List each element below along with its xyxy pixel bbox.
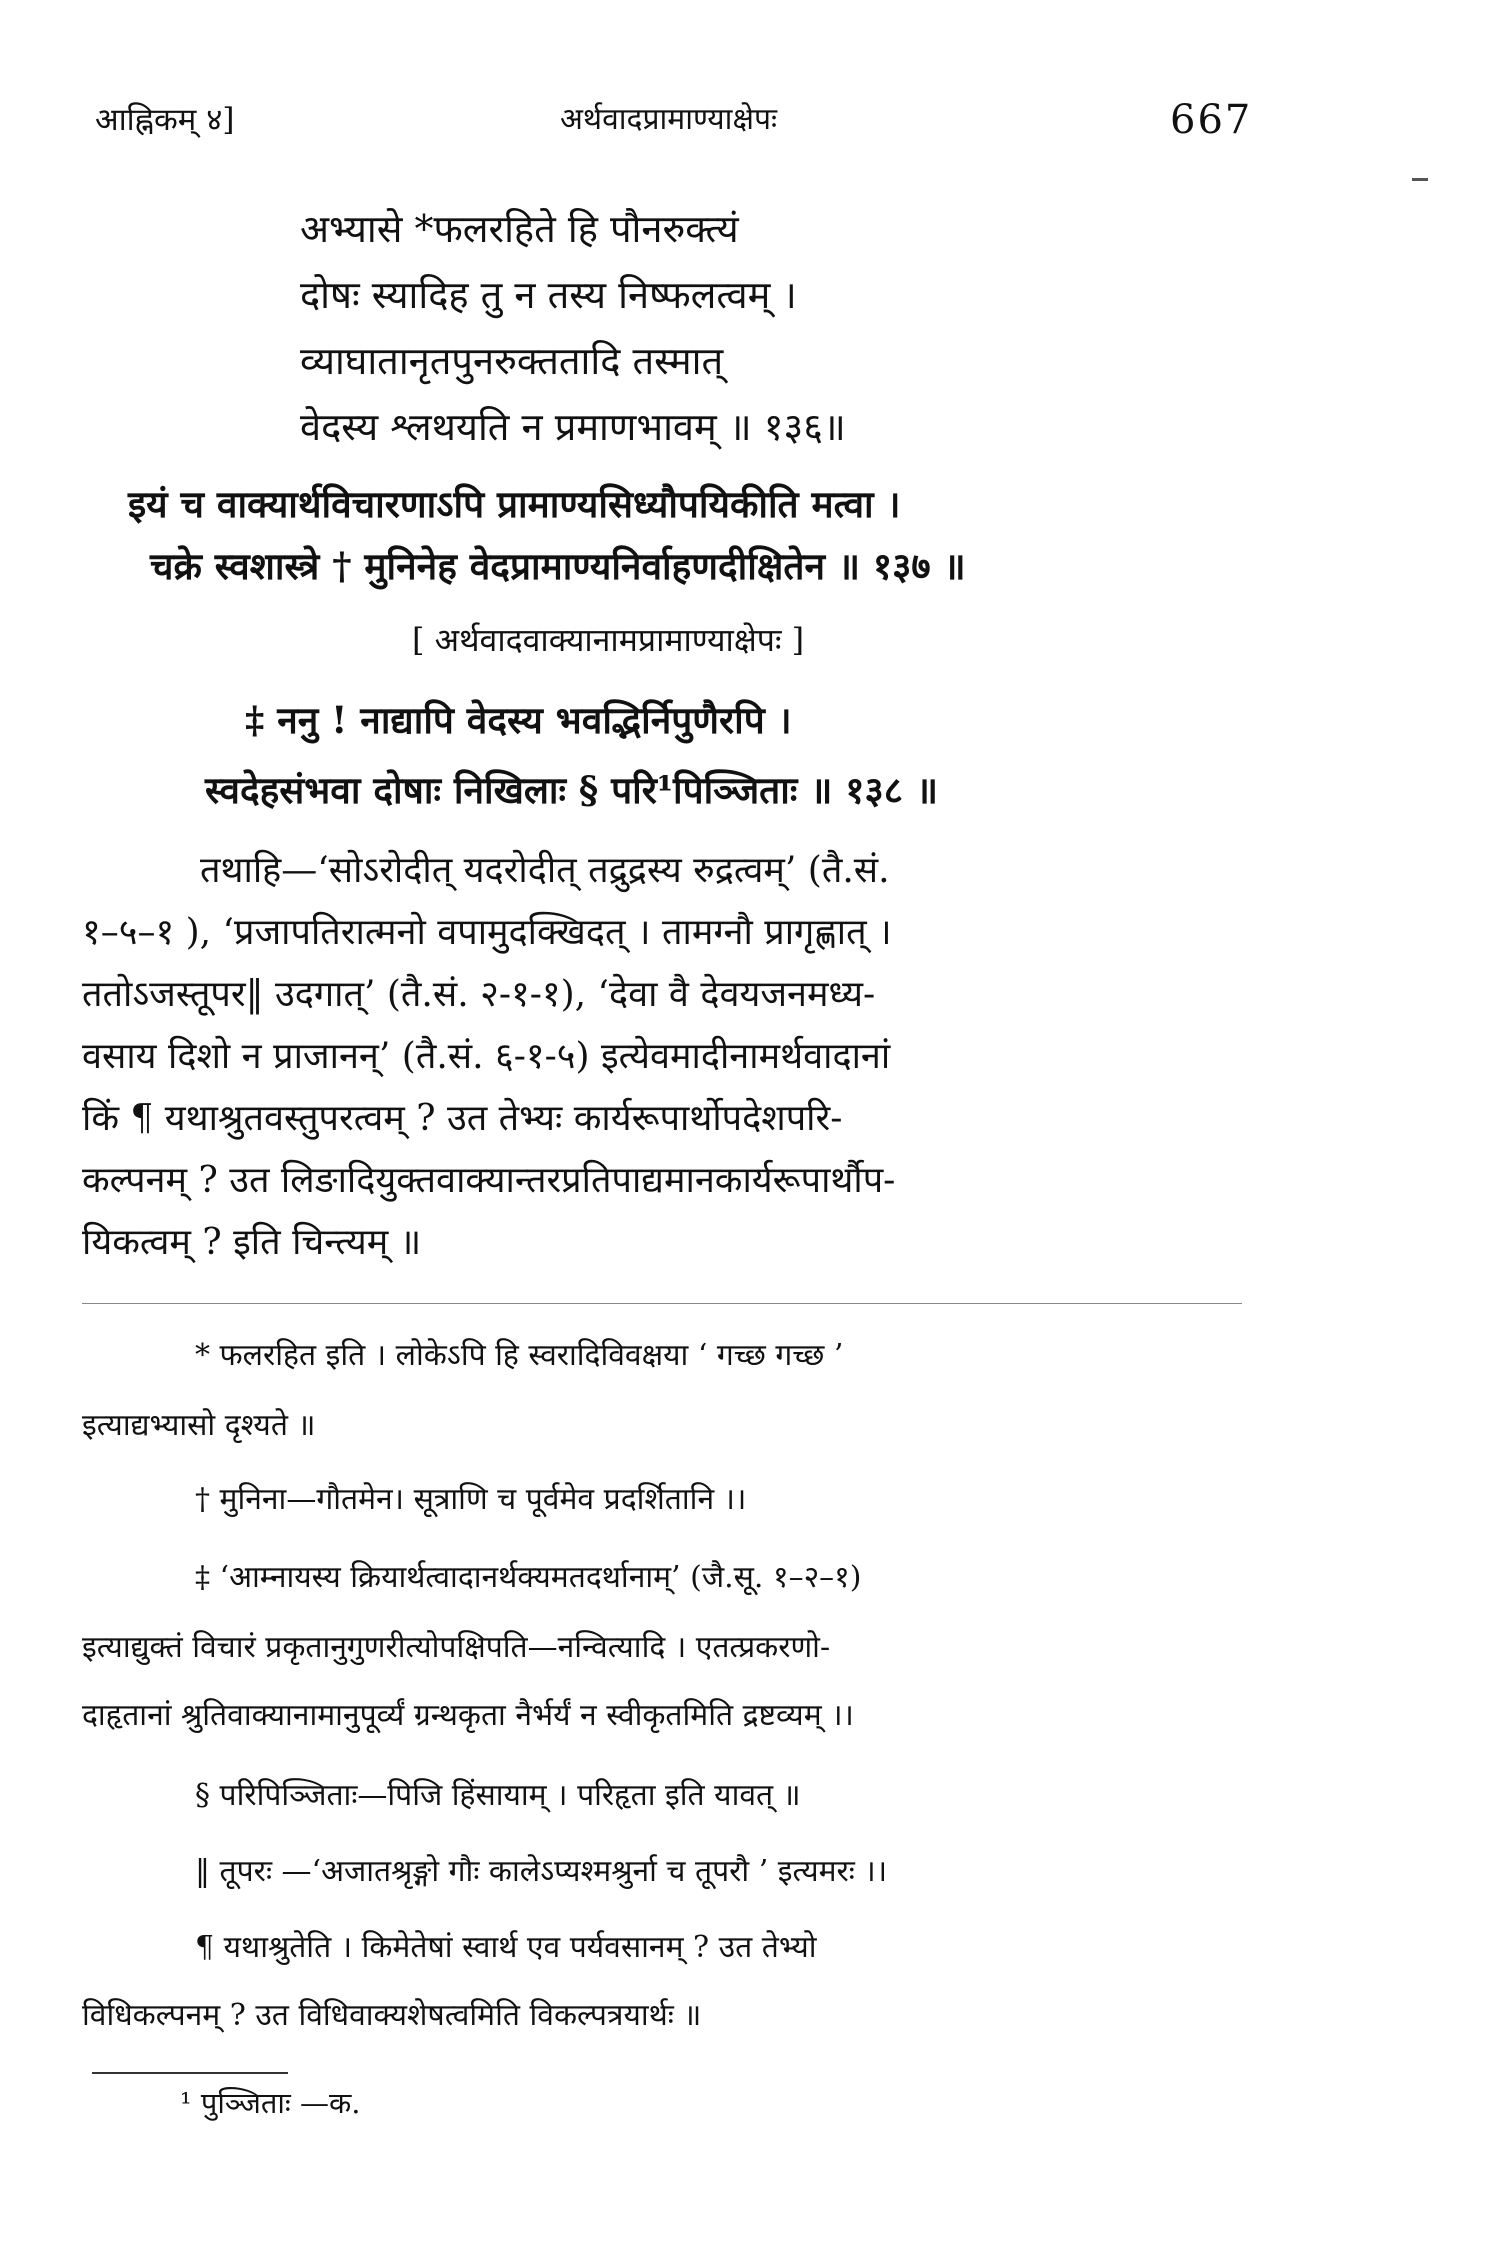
verse-137-line-2: चक्रे स्वशास्त्रे † मुनिनेह वेदप्रामाण्यनिर्वाहणदीक्षितेन ॥ १३७ ॥ <box>150 544 966 588</box>
prose-line-6: कल्पनम् ? उत लिङादियुक्तवाक्यान्तरप्रतिपाद्यमानकार्यरूपार्थौप- <box>82 1160 896 1201</box>
footnote-dagger: † मुनिना—गौतमेन। सूत्राणि च पूर्वमेव प्रदर्शितानि ।। <box>195 1482 747 1517</box>
footnote-ddagger-line-1: ‡ ‘आम्नायस्य क्रियार्थत्वादानर्थक्यमतदर्थानाम्’ (जै.सू. १–२–१) <box>195 1560 862 1595</box>
footnote-pilcrow-line-2: विधिकल्पनम् ? उत विधिवाक्यशेषत्वमिति विकल्पत्रयार्थः ॥ <box>82 1998 702 2033</box>
page-number: 667 <box>1170 97 1253 143</box>
footnote-pilcrow-line-1: ¶ यथाश्रुतेति । किमेतेषां स्वार्थ एव पर्यवसानम् ? उत तेभ्यो <box>195 1930 817 1965</box>
footnote-star-line-1: * फलरहित इति । लोकेऽपि हि स्वरादिविवक्षया ‘ गच्छ गच्छ ’ <box>195 1338 844 1373</box>
verse-138-line-1: ‡ ननु ! नाद्यापि वेदस्य भवद्भिर्निपुणैरपि । <box>245 698 792 742</box>
verse-137-line-1: इयं च वाक्यार्थविचारणाऽपि प्रामाण्यसिध्यौपयिकीति मत्वा । <box>128 482 901 526</box>
prose-line-2: १–५–१ ), ‘प्रजापतिरात्मनो वपामुदक्खिदत् । तामग्नौ प्रागृह्णात् । <box>82 912 892 953</box>
variant-separator <box>92 2072 288 2074</box>
prose-line-7: यिकत्वम् ? इति चिन्त्यम् ॥ <box>82 1222 422 1263</box>
prose-line-4: वसाय दिशो न प्राजानन्’ (तै.सं. ६-१-५) इत्येवमादीनामर्थवादानां <box>82 1036 891 1077</box>
prose-line-1: तथाहि—‘सोऽरोदीत् यदरोदीत् तद्रुद्रस्य रुद्रत्वम्’ (तै.सं. <box>200 850 890 891</box>
verse-136-line-2: दोषः स्यादिह तु न तस्य निष्फलत्वम् । <box>300 273 797 317</box>
prose-line-5: किं ¶ यथाश्रुतवस्तुपरत्वम् ? उत तेभ्यः कार्यरूपार्थोपदेशपरि- <box>82 1098 843 1139</box>
footnote-star-line-2: इत्याद्यभ्यासो दृश्यते ॥ <box>82 1408 316 1443</box>
verse-136-line-4: वेदस्य श्लथयति न प्रमाणभावम् ॥ १३६॥ <box>300 405 846 449</box>
verse-138-line-2: स्वदेहसंभवा दोषाः निखिलाः § परि¹पिञ्जिताः ॥ १३८ ॥ <box>205 768 939 812</box>
footnote-ddagger-line-2: इत्याद्युक्तं विचारं प्रकृतानुगुणरीत्योपक्षिपति—नन्वित्यादि । एतत्प्रकरणो- <box>82 1630 831 1665</box>
section-heading: [ अर्थवादवाक्यानामप्रामाण्याक्षेपः ] <box>412 621 805 659</box>
running-header-left: आह्निकम् ४] <box>95 102 235 138</box>
footnote-separator <box>82 1303 1242 1304</box>
footnote-ddagger-line-3: दाहृतानां श्रुतिवाक्यानामानुपूर्व्यं ग्रन्थकृता नैर्भर्यं न स्वीकृतमिति द्रष्टव्यम् ।। <box>82 1698 854 1733</box>
prose-line-3: ततोऽजस्तूपर‖ उदगात्’ (तै.सं. २-१-१), ‘देवा वै देवयजनमध्य- <box>82 974 876 1015</box>
footnote-section: § परिपिञ्जिताः—पिजि हिंसायाम् । परिहृता इति यावत् ॥ <box>195 1778 801 1813</box>
verse-136-line-3: व्याघातानृतपुनरुक्ततादि तस्मात् <box>300 339 724 383</box>
variant-reading-note: ¹ पुञ्जिताः —क. <box>180 2086 361 2120</box>
footnote-parallel: ‖ तूपरः —‘अजातश्रृङ्गो गौः कालेऽप्यश्मश्रुर्ना च तूपरौ ’ इत्यमरः ।। <box>195 1854 888 1889</box>
verse-136-line-1: अभ्यासे *फलरहिते हि पौनरुक्त्यं <box>300 207 739 251</box>
scan-mark <box>1412 178 1428 181</box>
running-header-title: अर्थवादप्रामाण्याक्षेपः <box>560 102 778 137</box>
